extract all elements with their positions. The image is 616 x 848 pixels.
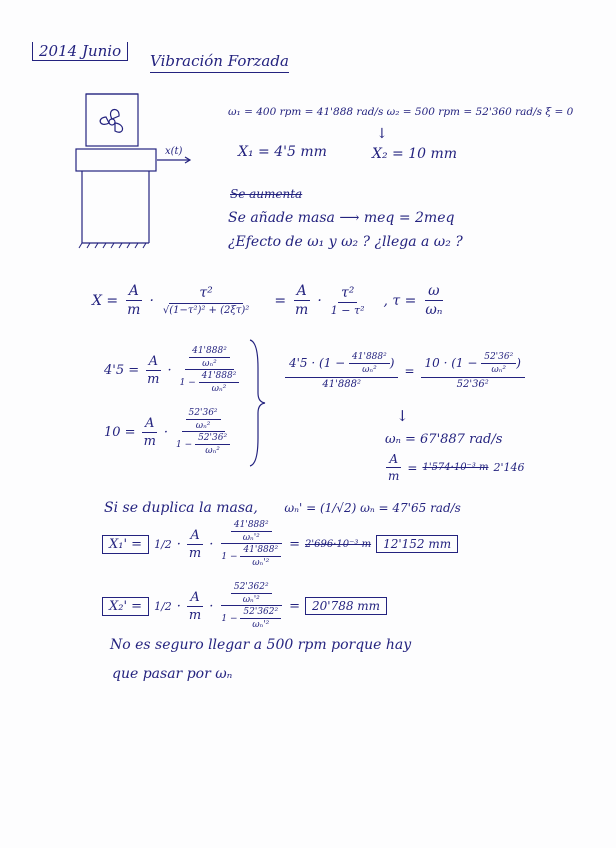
eq1-den-num: 41'888² [199, 371, 240, 383]
new-mass-text: Si se duplica la masa, [104, 500, 258, 516]
frac-a-m [124, 283, 143, 318]
omega: ω [425, 283, 442, 301]
page-title [150, 52, 289, 73]
eq2-m: m [143, 433, 156, 449]
x1-den-wn: ωₙ'² [252, 558, 270, 568]
ratio-left-num: 41'888² [349, 352, 390, 364]
x1-prime-equation: X₁' = 1/2 · $\frac{A}{m}$ · $\frac{\text{41'888²}}{\text{ωₙ'²}}$ 1 − $\frac{\text{41'888²}}{\text{ωₙ'²}}$ = 2'696·10⁻³ m 12'152 mm [102, 520, 458, 568]
x2-den-wn: ωₙ'² [252, 620, 270, 630]
result-arrow: ↓ [396, 407, 409, 425]
x1-m: m [188, 545, 202, 561]
eq2-lhs: 10 = [104, 424, 136, 440]
eq1-fraction [177, 346, 243, 394]
page-title-text: Vibración Forzada [150, 52, 289, 70]
system-brace [248, 338, 268, 468]
date-label: 2014 Junio [39, 42, 122, 60]
eq2-wn2: ωₙ² [195, 421, 211, 431]
wn-result: ωₙ = 67'887 rad/s [385, 432, 503, 447]
a-over-m-line: $\frac{A}{m}$ = 1'574·10⁻³ m 2'146 [385, 452, 525, 483]
ratio-right [421, 352, 525, 390]
eq2-den-wn2: ωₙ² [205, 446, 220, 456]
x1-prime-lhs: X₁' = [102, 535, 149, 554]
x2-half: 1/2 [154, 599, 172, 613]
conclusion-line-1: No es seguro llegar a 500 rpm porque hay [110, 637, 412, 653]
ratio-left-pre: 4'5 · (1 − [289, 356, 346, 370]
frac-tau-sqrt: $\frac{\text{τ²}}{\text{√(1−τ²)² + (2ξτ)²}}$ [162, 285, 250, 316]
eq1-m: m [147, 371, 160, 387]
fan-icon [100, 110, 122, 133]
crossed-note: Se aumenta [230, 187, 303, 201]
omega-n: ωₙ [425, 302, 443, 318]
x2-fraction: $\frac{\text{52'362²}}{\text{ωₙ'²}}$ 1 − $\frac{\text{52'362²}}{\text{ωₙ'²}}$ [218, 582, 284, 630]
down-arrow: ↓ [376, 126, 388, 142]
formula-eq: = [274, 292, 287, 309]
tau-squared-2: τ² [338, 285, 357, 303]
new-mass-statement [104, 500, 461, 516]
am-a: A [386, 452, 401, 468]
eq1-a: A [146, 354, 161, 371]
eq2-den-num: 52'36² [195, 433, 230, 445]
added-mass-line: Se añade masa ⟶ meq = 2meq [228, 210, 455, 226]
eq1-wn2: ωₙ² [202, 359, 217, 369]
eq2-a: A [142, 416, 157, 433]
x2-den-num: 52'362² [240, 607, 281, 619]
eq1-den-wn2: ωₙ² [211, 384, 227, 394]
eq2-num: 52'36² [186, 408, 221, 420]
frac-m: m [127, 302, 141, 318]
date-box [32, 42, 128, 61]
ratio-left-close: ) [389, 356, 395, 370]
ratio-right-num: 52'36² [481, 352, 516, 364]
main-formula: X = $\frac{A}{m}$ · $\frac{\text{τ²}}{\text{√(1−τ²)² + (2ξτ)²}}$ = $\frac{A}{m}$ · $\frac{\text{τ²}}{\text{1 − τ²}}$ , τ = $\frac{\omega}{\text{ωₙ}}$ [92, 283, 445, 318]
a-over-m-crossed: 1'574·10⁻³ m [422, 462, 489, 473]
ratio-right-pre: 10 · (1 − [424, 356, 478, 370]
displacement-label: x(t) [165, 146, 183, 157]
ratio-right-bottom: 52'36² [456, 379, 489, 390]
ratio-equation: 4'5 · (1 − $\frac{\text{41'888²}}{\text{ωₙ²}}$ ) 41'888² = 10 · (1 − $\frac{\text{52'36²}}{\text{ωₙ²}}$ ) 52'36² [285, 352, 525, 390]
x2-num: 52'362² [231, 582, 272, 594]
question-line: ¿Efecto de ω₁ y ω₂ ? ¿llega a ω₂ ? [228, 234, 463, 250]
x2-a: A [187, 590, 202, 607]
formula-lhs: X = [92, 292, 119, 309]
ratio-right-den: ωₙ² [491, 365, 507, 375]
system-eq1: 4'5 = $\frac{A}{m}$ · $\frac{\text{41'888²}}{\text{ωₙ²}}$ 1 − $\frac{\text{41'888²}}{\text{ωₙ²}}$ [104, 346, 242, 394]
eq1-lhs: 4'5 = [104, 362, 140, 378]
new-wn-value: ωₙ' = (1/√2) ωₙ = 47'65 rad/s [284, 501, 461, 515]
system-eq2: 10 = $\frac{A}{m}$ · $\frac{\text{52'36²}}{\text{ωₙ²}}$ 1 − $\frac{\text{52'36²}}{\text{ωₙ²}}$ [104, 408, 233, 456]
x1-num: 41'888² [231, 520, 272, 532]
x1-crossed: 2'696·10⁻³ m [305, 538, 372, 550]
x1-den-num: 41'888² [240, 545, 281, 557]
given-speeds: ω₁ = 400 rpm = 41'888 rad/s ω₂ = 500 rpm = 52'360 rad/s ξ = 0 [228, 106, 574, 118]
frac-a-2: A [294, 283, 310, 301]
am-m: m [388, 469, 400, 483]
one-minus-tau2: 1 − τ² [330, 303, 365, 317]
x2-prime-equation: X₂' = 1/2 · $\frac{A}{m}$ · $\frac{\text{52'362²}}{\text{ωₙ'²}}$ 1 − $\frac{\text{52'362²}}{\text{ωₙ'²}}$ = 20'788 mm [102, 582, 387, 630]
ratio-right-close: ) [516, 356, 521, 370]
ratio-left-bottom: 41'888² [322, 379, 361, 390]
eq1-den-pre: 1 − [179, 378, 196, 388]
ratio-left [285, 352, 398, 390]
eq1-num: 41'888² [189, 346, 230, 358]
sqrt-denominator: (1−τ²)² + (2ξτ)² [169, 305, 250, 316]
frac-a-m-2 [292, 283, 311, 318]
frac-tau-one [328, 285, 368, 317]
tau-squared: τ² [169, 285, 242, 304]
a-over-m-value: 2'146 [493, 461, 525, 474]
x1-result: 12'152 mm [376, 535, 458, 553]
conclusion-line-2: que pasar por ωₙ [112, 666, 233, 682]
frac-m-2: m [295, 302, 309, 318]
amp2-value: X₂ = 10 mm [372, 146, 458, 162]
eq2-fraction [173, 408, 233, 456]
ratio-left-den: ωₙ² [362, 365, 377, 375]
amp1-value: X₁ = 4'5 mm [238, 144, 327, 160]
x2-wn: ωₙ'² [242, 595, 260, 605]
x1-half: 1/2 [154, 537, 172, 551]
x1-fraction: $\frac{\text{41'888²}}{\text{ωₙ'²}}$ 1 − $\frac{\text{41'888²}}{\text{ωₙ'²}}$ [218, 520, 284, 568]
tau-definition: , τ = [383, 292, 417, 309]
x2-m: m [188, 607, 202, 623]
eq2-den-pre: 1 − [176, 440, 193, 450]
x2-result: 20'788 mm [305, 597, 387, 615]
x1-a: A [187, 528, 202, 545]
x2-prime-lhs: X₂' = [102, 597, 149, 616]
frac-a: A [126, 283, 142, 301]
frac-omega [422, 283, 445, 318]
x1-wn: ωₙ'² [242, 533, 260, 543]
